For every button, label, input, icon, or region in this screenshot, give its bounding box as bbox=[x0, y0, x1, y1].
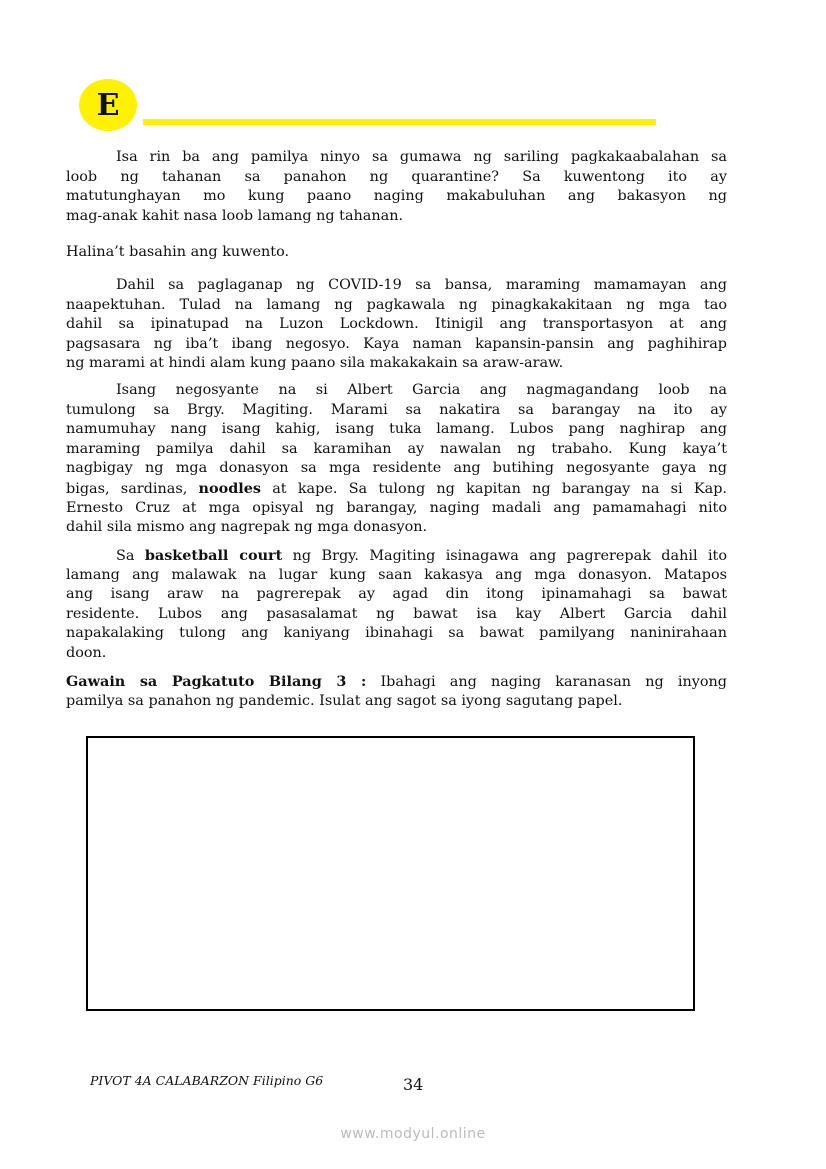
paragraph bbox=[66, 546, 727, 664]
text-line: residente. Lubos ang pasasalamat ng bawat isa kay Albert Garcia dahil bbox=[66, 605, 727, 622]
text-line: doon. bbox=[66, 644, 107, 661]
answer-box[interactable] bbox=[86, 736, 695, 1011]
paragraph bbox=[66, 672, 727, 711]
text-line: napakalaking tulong ang kaniyang ibinahagi sa bawat pamilyang naninirahaan bbox=[66, 625, 727, 642]
text-line: Isa rin ba ang pamilya ninyo sa gumawa ng sariling pagkakaabalahan sa bbox=[116, 149, 727, 165]
text-line: ng marami at hindi alam kung paano sila makakakain sa araw-araw. bbox=[66, 355, 564, 372]
paragraph bbox=[66, 276, 727, 374]
text-line: Gawain sa Pagkatuto Bilang 3 : Ibahagi ang naging karanasan ng inyong bbox=[66, 673, 727, 690]
text-line: namumuhay nang isang kahig, isang tuka lamang. Lubos pang naghirap ang bbox=[66, 421, 727, 438]
text-line: lamang ang malawak na lugar kung saan kakasya ang mga donasyon. Matapos bbox=[66, 566, 727, 583]
page-number: 34 bbox=[403, 1075, 424, 1094]
text-line: ang isang araw na pagrerepak ay agad din itong ipinamahagi sa bawat bbox=[66, 586, 727, 603]
paragraph bbox=[66, 148, 727, 226]
section-letter: E bbox=[96, 87, 120, 123]
text-line: Sa basketball court ng Brgy. Magiting isinagawa ang pagrerepak dahil ito bbox=[116, 547, 727, 564]
text-line: bigas, sardinas, noodles at kape. Sa tulong ng kapitan ng barangay na si Kap. bbox=[66, 479, 727, 497]
text-line: Dahil sa paglaganap ng COVID-19 sa bansa, maraming mamamayan ang bbox=[116, 277, 727, 293]
text-line: loob ng tahanan sa panahon ng quarantine? Sa kuwentong ito ay bbox=[66, 168, 727, 185]
text-line: pagsasara ng iba’t ibang negosyo. Kaya naman kapansin-pansin ang paghihirap bbox=[66, 335, 727, 352]
section-badge bbox=[79, 79, 137, 131]
paragraph bbox=[66, 381, 727, 538]
watermark: www.modyul.online bbox=[340, 1126, 486, 1142]
text-line: matutunghayan mo kung paano naging makabuluhan ang bakasyon ng bbox=[66, 188, 727, 205]
text-line: nagbigay ng mga donasyon sa mga residente ang butihing negosyante gaya ng bbox=[66, 460, 727, 477]
text-line: naapektuhan. Tulad na lamang ng pagkawala ng pinagkakakitaan ng mga tao bbox=[66, 296, 727, 313]
text-line: Halina’t basahin ang kuwento. bbox=[66, 244, 290, 260]
bold-text: basketball court bbox=[144, 547, 283, 564]
bold-text: Gawain sa Pagkatuto Bilang 3 : bbox=[66, 673, 367, 690]
text-line: pamilya sa panahon ng pandemic. Isulat ang sagot sa iyong sagutang papel. bbox=[66, 692, 623, 709]
section-header-bar bbox=[143, 119, 656, 125]
text-line: Ernesto Cruz at mga opisyal ng barangay, naging madali ang pamamahagi nito bbox=[66, 499, 727, 516]
text-line: Isang negosyante na si Albert Garcia ang nagmagandang loob na bbox=[116, 382, 727, 398]
text-line: dahil sa ipinatupad na Luzon Lockdown. Itinigil ang transportasyon at ang bbox=[66, 316, 727, 333]
bold-text: noodles bbox=[198, 479, 261, 497]
footer-label: PIVOT 4A CALABARZON Filipino G6 bbox=[90, 1073, 324, 1088]
text-line: tumulong sa Brgy. Magiting. Marami sa nakatira sa barangay na ito ay bbox=[66, 401, 727, 418]
paragraph bbox=[66, 243, 727, 263]
text-line: dahil sila mismo ang nagrepak ng mga donasyon. bbox=[66, 519, 428, 536]
text-line: maraming pamilya dahil sa karamihan ay nawalan ng trabaho. Kung kaya’t bbox=[66, 440, 727, 457]
text-line: mag-anak kahit nasa loob lamang ng tahanan. bbox=[66, 207, 404, 224]
